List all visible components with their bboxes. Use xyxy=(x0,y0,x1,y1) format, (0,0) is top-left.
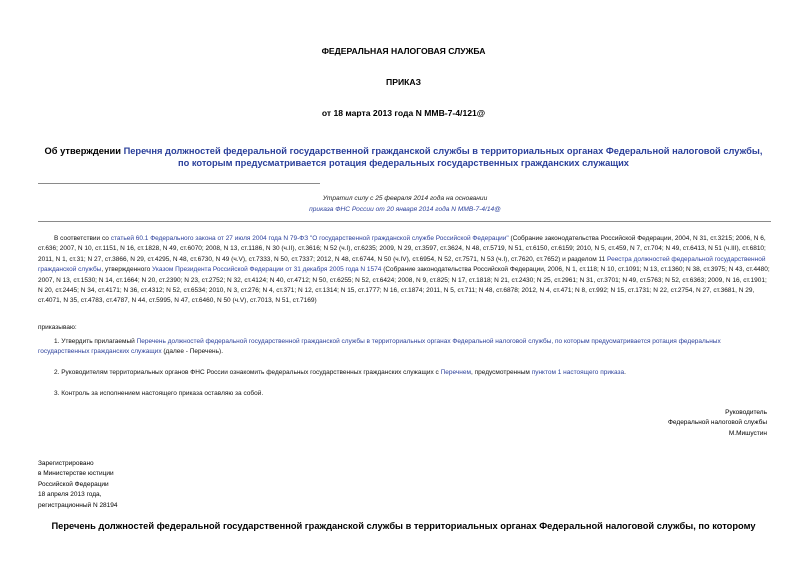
item-2-middle: , предусмотренным xyxy=(470,369,532,376)
preamble-text-3: , утвержденного xyxy=(101,266,153,274)
agency-name: ФЕДЕРАЛЬНАЯ НАЛОГОВАЯ СЛУЖБА xyxy=(321,46,486,56)
title-link[interactable]: Перечня должностей федеральной государственной гражданской службы в территориальных органах Федеральной налоговой службы, по которым предусматривается ротация федеральных государственных гражданских служащих xyxy=(123,146,763,168)
preamble-text-2: (Собрание законодательства Российской Федерации, 2004, N 31, ст.3215; 2006, N 6, ст.636; 2007, N 10, ст.1151, N 16, ст.1828, N 49, ст.6070; 2008, N 13, ст.1186, N 30 (ч.II), ст.3616; N 52 (ч.I), ст.6235; 2009, N 29, ст.3597, ст.3624, N 48, ст.5719, N 51, ст.6150, ст.6159; 2010, N 5, ст.459, N 7, ст.704; N 49, ст.6413, N 51 (ч.III), ст.6810; 2011, N 1, ст.31; N 27, ст.3866, N 29, ст.4295, N 48, ст.6730, N 49 (ч.V), ст.7333, N 50, ст.7337; 2012, N 48, ст.6744, N 50 (ч.IV), ст.6954, N 52, ст.7571, N 53 (ч.I), ст.7620, ст.7652) и разделом 11 xyxy=(38,235,766,263)
preamble-paragraph xyxy=(38,234,773,307)
title-prefix: Об утверждении xyxy=(44,146,124,156)
item-2-text: 2. Руководителям территориальных органов ФНС России ознакомить федеральных государственных гражданских служащих с xyxy=(54,369,441,376)
document-title xyxy=(40,146,767,169)
item-1 xyxy=(38,337,773,358)
law-link[interactable]: статьей 60.1 Федерального закона от 27 июля 2004 года N 79-ФЗ "О государственной гражданской службе Российской Федерации" xyxy=(110,235,509,242)
clause-1-link[interactable]: пунктом 1 настоящего приказа xyxy=(531,369,625,376)
item-3-text: 3. Контроль за исполнением настоящего приказа оставляю за собой. xyxy=(54,390,264,397)
list-link[interactable]: Перечень должностей федеральной государственной гражданской службы в территориальных органах Федеральной налоговой службы, по которым предусматривается ротация федеральных государственных гражданских служащих xyxy=(38,338,721,356)
order-word: приказываю: xyxy=(38,324,77,331)
item-1-suffix: (далее - Перечень). xyxy=(161,348,224,356)
decree-link[interactable]: Указом Президента Российской Федерации от 31 декабря 2005 года N 1574 xyxy=(152,266,382,274)
registration-block xyxy=(38,459,288,511)
list-link-2[interactable]: Перечнем xyxy=(440,369,471,376)
registration-line: Зарегистрировано xyxy=(38,460,94,467)
item-1-text: 1. Утвердить прилагаемый xyxy=(54,338,137,345)
signature-name: М.Мишустин xyxy=(728,429,767,437)
document-type: ПРИКАЗ xyxy=(386,77,421,87)
preamble-text-1: В соответствии со xyxy=(54,235,111,242)
registration-line: в Министерстве юстиции xyxy=(38,470,114,478)
status-note-text: Утратил силу с 25 февраля 2014 года на основании xyxy=(322,195,488,202)
note-divider xyxy=(38,221,771,222)
item-2-end: . xyxy=(624,369,626,376)
status-note xyxy=(225,193,585,215)
title-divider xyxy=(38,183,320,184)
registry-link[interactable]: Реестра должностей федеральной государственной гражданской службы xyxy=(38,255,766,274)
preamble xyxy=(38,234,773,307)
item-2 xyxy=(38,368,773,378)
signature-agency: Федеральной налоговой службы xyxy=(667,419,767,427)
registration-line: регистрационный N 28194 xyxy=(38,501,118,509)
status-note-link[interactable]: приказа ФНС России от 20 января 2014 года N ММВ-7-4/14@ xyxy=(309,206,501,213)
item-3 xyxy=(38,389,773,399)
preamble-text-4: (Собрание законодательства Российской Федерации, 2006, N 1, ст.118; N 10, ст.1091; N 13, ст.1360; N 38, ст.3975; N 43, ст.4480; 2007, N 13, ст.1530; N 14, ст.1664; N 20, ст.2390; N 23, ст.2752; N 32, ст.4124; N 40, ст.4712; N 50, ст.6255; N 52, ст.6424; 2008, N 9, ст.825; N 17, ст.1818; N 21, ст.2430; N 25, ст.2961; N 31, ст.3701; N 49, ст.5763; N 52, ст.6363; 2009, N 16, ст.1901; N 20, ст.2445; N 34, ст.4171; N 36, ст.4312; N 52, ст.6534; 2010, N 3, ст.276; N 4, ст.371; N 12, ст.1314; N 15, ст.1777; N 16, ст.1874; 2011, N 5, ст.711; N 48, ст.6878; 2012, N 4, ст.471; N 8, ст.992; N 15, ст.1731; N 22, ст.2754, N 27, ст.3681, N 29, ст.4071, N 35, ст.4783, ст.4787, N 44, ст.5995, N 47, ст.6460, N 50 (ч.V), ст.7013, N 51, ст.7169) xyxy=(38,266,770,305)
signature-block xyxy=(517,408,767,439)
document-number: от 18 марта 2013 года N ММВ-7-4/121@ xyxy=(321,108,486,118)
list-heading: Перечень должностей федеральной государственной гражданской службы в территориальных органах Федеральной налоговой службы, по которому xyxy=(51,521,756,531)
signature-title: Руководитель xyxy=(725,409,767,416)
registration-line: Российской Федерации xyxy=(38,480,109,488)
registration-line: 18 апреля 2013 года, xyxy=(38,491,102,499)
